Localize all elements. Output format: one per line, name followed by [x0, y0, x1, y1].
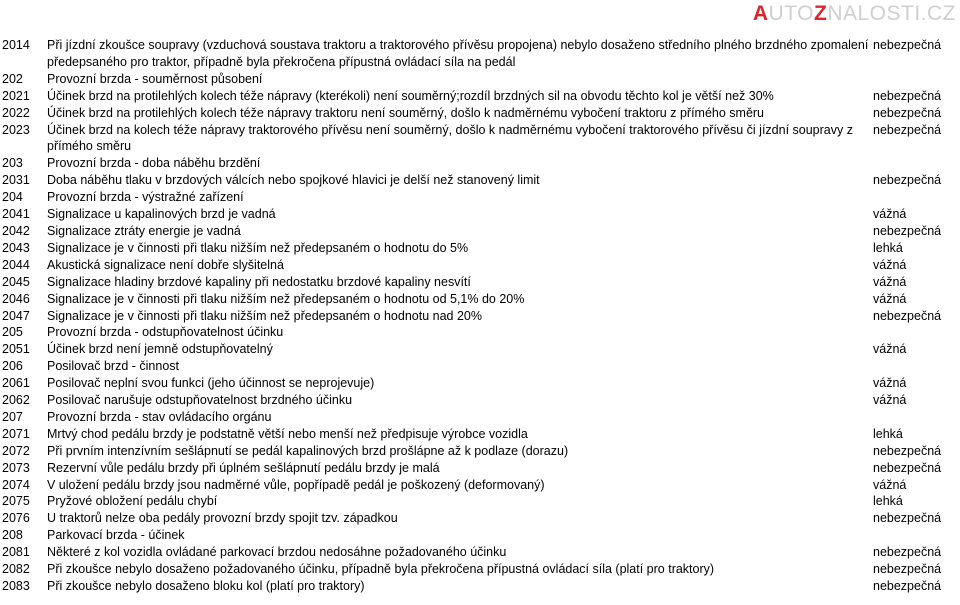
defect-code: 208	[2, 528, 23, 543]
defect-row	[0, 510, 960, 527]
defect-row	[0, 172, 960, 189]
defect-severity: vážná	[873, 393, 907, 408]
defect-severity	[873, 324, 960, 341]
defect-row	[0, 578, 960, 595]
defect-row	[0, 206, 960, 223]
defect-severity: nebezpečná	[873, 511, 942, 526]
defect-row	[0, 375, 960, 392]
defect-description: Provozní brzda - stav ovládacího orgánu	[47, 409, 272, 424]
defect-row	[0, 240, 960, 257]
defect-code: 207	[2, 409, 23, 424]
defect-row	[0, 358, 960, 375]
defect-code: 2061	[2, 376, 30, 391]
defect-description: Signalizace je v činnosti při tlaku nižším než předepsaném o hodnotu nad 20%	[47, 308, 482, 323]
defect-severity: vážná	[873, 477, 907, 492]
defect-description: Signalizace je v činnosti při tlaku nižším než předepsaném o hodnotu do 5%	[47, 240, 469, 255]
defect-row	[0, 409, 960, 426]
defect-description: Při prvním intenzívním sešlápnutí se pedál kapalinových brzd prošlápne až k podlaze (dorazu)	[47, 443, 569, 458]
defect-row	[0, 291, 960, 308]
defect-description: Účinek brzd na protilehlých kolech téže nápravy traktoru není souměrný, došlo k nadměrnému vybočení traktoru z přímého směru	[47, 105, 765, 120]
defect-code: 2022	[2, 105, 30, 120]
defect-row	[0, 37, 960, 71]
defect-description: Doba náběhu tlaku v brzdových válcích nebo spojkové hlavici je delší než stanovený limit	[47, 173, 540, 188]
defect-row	[0, 544, 960, 561]
defect-description: Účinek brzd na protilehlých kolech téže nápravy (kterékoli) není souměrný;rozdíl brzdných sil na obvodu těchto kol je větší než 30%	[47, 88, 774, 103]
defect-code: 2074	[2, 477, 30, 492]
defect-code: 2023	[2, 122, 30, 137]
defect-description: Akustická signalizace není dobře slyšitelná	[47, 257, 284, 272]
defect-description: Při jízdní zkoušce soupravy (vzduchová soustava traktoru a traktorového přívěsu propojena) nebylo dosaženo středního plného brzdného zpomalení předepsaného pro traktor, případně byla překročena přípustná ovládací síla na pedál	[47, 38, 869, 69]
defect-description: Signalizace je v činnosti při tlaku nižším než předepsaném o hodnotu od 5,1% do 20%	[47, 291, 525, 306]
defect-severity: nebezpečná	[873, 173, 942, 188]
defect-code: 203	[2, 156, 23, 171]
defect-code: 2081	[2, 545, 30, 560]
defect-severity: lehká	[873, 494, 903, 509]
defect-code: 2073	[2, 460, 30, 475]
defect-severity: nebezpečná	[873, 562, 942, 577]
defect-description: Provozní brzda - výstražné zařízení	[47, 190, 244, 205]
defect-row	[0, 189, 960, 206]
defect-severity	[873, 71, 960, 88]
defect-code: 2045	[2, 274, 30, 289]
defect-severity: vážná	[873, 342, 907, 357]
defect-row	[0, 493, 960, 510]
defect-description: Posilovač brzd - činnost	[47, 359, 180, 374]
defect-description: Parkovací brzda - účinek	[47, 528, 185, 543]
defect-description: U traktorů nelze oba pedály provozní brzdy spojit tzv. západkou	[47, 511, 398, 526]
logo-text-uto: UTO	[768, 2, 814, 25]
defect-severity	[873, 409, 960, 426]
defect-description: Rezervní vůle pedálu brzdy při úplném sešlápnutí pedálu brzdy je malá	[47, 460, 440, 475]
defect-row	[0, 443, 960, 460]
defect-code: 204	[2, 190, 23, 205]
defect-severity: vážná	[873, 257, 907, 272]
defect-row	[0, 155, 960, 172]
defect-row	[0, 426, 960, 443]
defect-severity: lehká	[873, 426, 903, 441]
defect-code: 2043	[2, 240, 30, 255]
defect-row	[0, 460, 960, 477]
defect-code: 2021	[2, 88, 30, 103]
defect-code: 2075	[2, 494, 30, 509]
defect-code: 2044	[2, 257, 30, 272]
defect-code: 2076	[2, 511, 30, 526]
logo-letter-a: A	[752, 2, 769, 25]
defect-description: Mrtvý chod pedálu brzdy je podstatně větší nebo menší než předpisuje výrobce vozidla	[47, 426, 528, 441]
defect-severity: vážná	[873, 274, 907, 289]
defect-severity	[873, 155, 960, 172]
defect-row	[0, 308, 960, 325]
defect-description: Signalizace hladiny brzdové kapaliny při nedostatku brzdové kapaliny nesvítí	[47, 274, 471, 289]
defect-code: 206	[2, 359, 23, 374]
defect-row	[0, 392, 960, 409]
defect-severity: nebezpečná	[873, 460, 942, 475]
defect-description: Provozní brzda - doba náběhu brzdění	[47, 156, 261, 171]
autozanalosti-logo[interactable]	[753, 2, 956, 26]
defect-severity: vážná	[873, 207, 907, 222]
defect-description: Při zkoušce nebylo dosaženo požadovaného účinku, případně byla překročena přípustná ovládací síla (platí pro traktory)	[47, 562, 715, 577]
defect-row	[0, 122, 960, 156]
defect-description: Signalizace ztráty energie je vadná	[47, 223, 241, 238]
defect-row	[0, 477, 960, 494]
defect-severity	[873, 189, 960, 206]
logo-text-nalosti: NALOSTI	[827, 2, 921, 25]
defect-severity: nebezpečná	[873, 105, 942, 120]
defect-severity: nebezpečná	[873, 579, 942, 593]
defect-row	[0, 274, 960, 291]
defect-description: Posilovač neplní svou funkci (jeho účinnost se neprojevuje)	[47, 376, 375, 391]
defects-table-body	[0, 37, 960, 595]
defect-severity: nebezpečná	[873, 308, 942, 323]
defect-code: 2072	[2, 443, 30, 458]
defect-severity: nebezpečná	[873, 38, 942, 52]
defect-description: V uložení pedálu brzdy jsou nadměrné vůle, popřípadě pedál je poškozený (deformovaný)	[47, 477, 545, 492]
defect-row	[0, 71, 960, 88]
defect-severity: nebezpečná	[873, 88, 942, 103]
defect-severity: nebezpečná	[873, 122, 942, 137]
defect-description: Posilovač narušuje odstupňovatelnost brzdného účinku	[47, 393, 353, 408]
defect-row	[0, 223, 960, 240]
defect-description: Pryžové obložení pedálu chybí	[47, 494, 218, 509]
defect-severity: lehká	[873, 240, 903, 255]
defect-code: 2047	[2, 308, 30, 323]
defect-description: Při zkoušce nebylo dosaženo bloku kol (platí pro traktory)	[47, 579, 365, 593]
logo-letter-z: Z	[813, 2, 828, 25]
defect-row	[0, 105, 960, 122]
defect-description: Provozní brzda - odstupňovatelnost účinku	[47, 325, 284, 340]
defect-description: Účinek brzd na kolech téže nápravy traktorového přívěsu není souměrný, došlo k nadměrnému vybočení traktorového přívěsu či jízdní soupravy z přímého směru	[47, 122, 853, 154]
defect-description: Některé z kol vozidla ovládané parkovací brzdou nedosáhne požadovaného účinku	[47, 545, 507, 560]
defect-code: 2071	[2, 426, 30, 441]
defect-row	[0, 324, 960, 341]
defect-code: 205	[2, 325, 23, 340]
defect-code: 2046	[2, 291, 30, 306]
defect-severity: nebezpečná	[873, 443, 942, 458]
logo-text-domain: .CZ	[920, 2, 956, 25]
defect-code: 2041	[2, 207, 30, 222]
defect-severity	[873, 527, 960, 544]
defect-severity: nebezpečná	[873, 223, 942, 238]
defect-code: 2042	[2, 223, 30, 238]
defect-code: 2031	[2, 173, 30, 188]
defect-severity: vážná	[873, 376, 907, 391]
defects-table	[0, 37, 960, 595]
defect-code: 202	[2, 71, 23, 86]
defect-code: 2083	[2, 579, 30, 593]
defect-description: Provozní brzda - souměrnost působení	[47, 71, 263, 86]
defect-code: 2082	[2, 562, 30, 577]
defect-row	[0, 527, 960, 544]
defect-row	[0, 88, 960, 105]
defect-severity	[873, 358, 960, 375]
defect-description: Účinek brzd není jemně odstupňovatelný	[47, 342, 273, 357]
defect-severity: vážná	[873, 291, 907, 306]
defect-description: Signalizace u kapalinových brzd je vadná	[47, 207, 276, 222]
defect-row	[0, 561, 960, 578]
defect-severity: nebezpečná	[873, 545, 942, 560]
defect-code: 2051	[2, 342, 30, 357]
defect-row	[0, 257, 960, 274]
defect-code: 2062	[2, 393, 30, 408]
defect-code: 2014	[2, 38, 30, 52]
defect-row	[0, 341, 960, 358]
